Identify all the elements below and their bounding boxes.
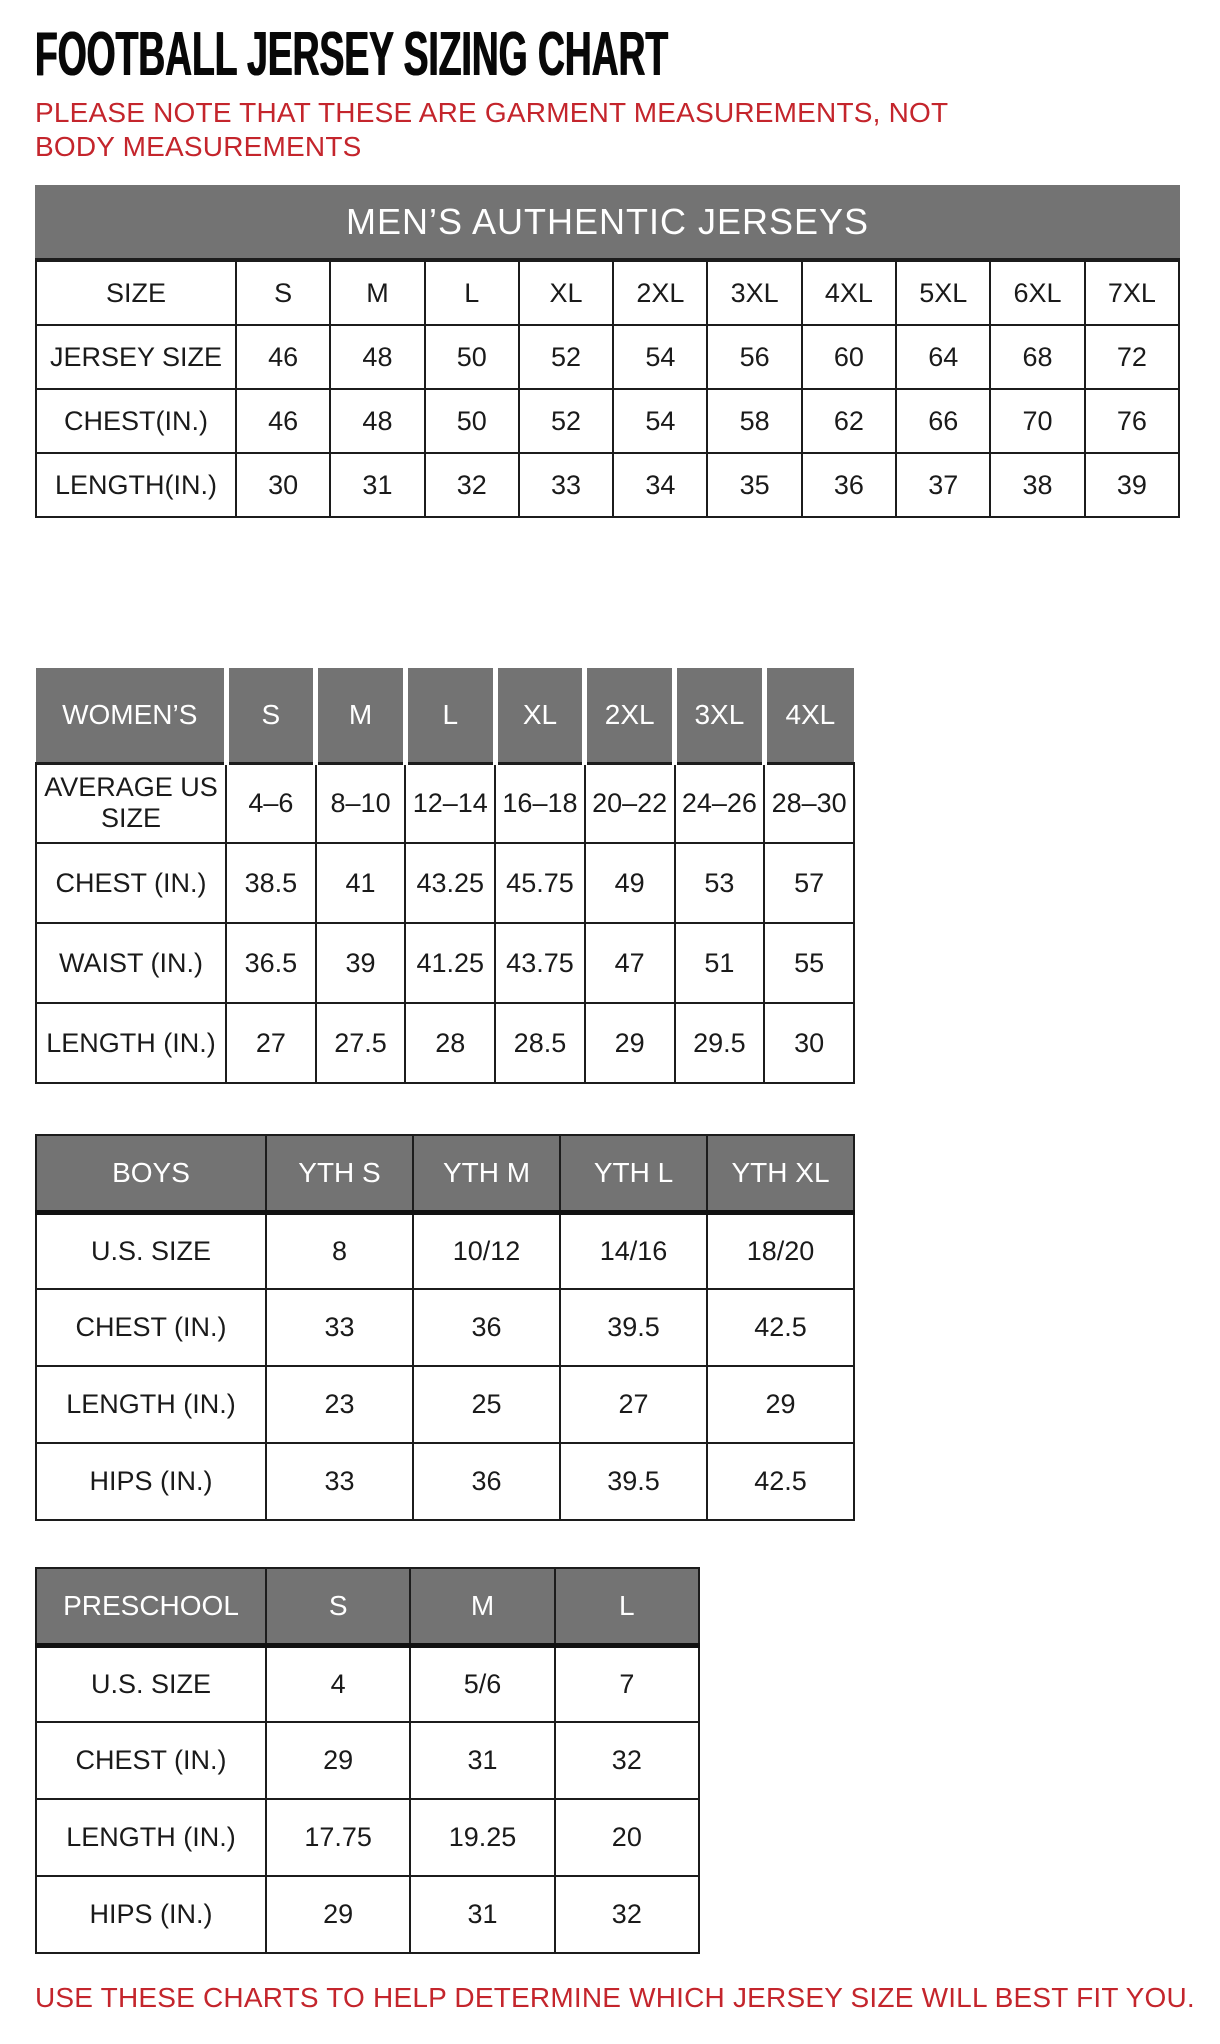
value-cell: 32: [555, 1722, 699, 1799]
header-row: [36, 1568, 699, 1645]
column-header-cell: 4XL: [764, 668, 854, 763]
value-cell: 17.75: [266, 1799, 410, 1876]
row-label-cell: U.S. SIZE: [36, 1212, 266, 1289]
row-label-cell: AVERAGE US SIZE: [36, 763, 226, 843]
value-cell: 31: [330, 453, 424, 517]
row-label-cell: HIPS (IN.): [36, 1443, 266, 1520]
row-label-cell: LENGTH (IN.): [36, 1366, 266, 1443]
table-row: [36, 1443, 854, 1520]
womens-sizing-table: [35, 668, 855, 1084]
value-cell: 50: [425, 389, 519, 453]
value-cell: 29: [266, 1722, 410, 1799]
column-header-cell: YTH S: [266, 1135, 413, 1212]
value-cell: 51: [675, 923, 765, 1003]
value-cell: 8: [266, 1212, 413, 1289]
row-label-cell: WAIST (IN.): [36, 923, 226, 1003]
column-header-cell: XL: [495, 668, 585, 763]
row-label-cell: CHEST (IN.): [36, 843, 226, 923]
value-cell: 42.5: [707, 1289, 854, 1366]
value-cell: 48: [330, 325, 424, 389]
value-cell: 36.5: [226, 923, 316, 1003]
value-cell: 57: [764, 843, 854, 923]
value-cell: 31: [410, 1722, 554, 1799]
value-cell: S: [236, 261, 330, 325]
row-label-cell: CHEST(IN.): [36, 389, 236, 453]
value-cell: 3XL: [707, 261, 801, 325]
value-cell: XL: [519, 261, 613, 325]
value-cell: 2XL: [613, 261, 707, 325]
value-cell: L: [425, 261, 519, 325]
value-cell: 20–22: [585, 763, 675, 843]
value-cell: 31: [410, 1876, 554, 1953]
table-row: [36, 1003, 854, 1083]
column-header-cell: PRESCHOOL: [36, 1568, 266, 1645]
value-cell: 8–10: [316, 763, 406, 843]
value-cell: 39.5: [560, 1289, 707, 1366]
value-cell: 43.75: [495, 923, 585, 1003]
value-cell: 4–6: [226, 763, 316, 843]
header-row: [36, 668, 854, 763]
page-title: FOOTBALL JERSEY SIZING CHART: [35, 20, 669, 89]
value-cell: 47: [585, 923, 675, 1003]
row-label-cell: LENGTH(IN.): [36, 453, 236, 517]
table-row: [36, 1799, 699, 1876]
column-header-cell: M: [410, 1568, 554, 1645]
value-cell: 5/6: [410, 1645, 554, 1722]
value-cell: 52: [519, 325, 613, 389]
row-label-cell: CHEST (IN.): [36, 1722, 266, 1799]
value-cell: 4: [266, 1645, 410, 1722]
value-cell: 29: [266, 1876, 410, 1953]
value-cell: 27: [560, 1366, 707, 1443]
value-cell: 25: [413, 1366, 560, 1443]
value-cell: 56: [707, 325, 801, 389]
value-cell: 53: [675, 843, 765, 923]
boys-sizing-table: [35, 1134, 855, 1521]
value-cell: 19.25: [410, 1799, 554, 1876]
value-cell: 23: [266, 1366, 413, 1443]
value-cell: 4XL: [802, 261, 896, 325]
value-cell: 6XL: [990, 261, 1084, 325]
row-label-cell: U.S. SIZE: [36, 1645, 266, 1722]
value-cell: 50: [425, 325, 519, 389]
value-cell: 54: [613, 325, 707, 389]
column-header-cell: M: [316, 668, 406, 763]
table-row: [36, 1289, 854, 1366]
table-row: [36, 923, 854, 1003]
value-cell: 39.5: [560, 1443, 707, 1520]
column-header-cell: 3XL: [675, 668, 765, 763]
table-row: [36, 389, 1179, 453]
value-cell: 30: [236, 453, 330, 517]
table-row: [36, 325, 1179, 389]
value-cell: 72: [1085, 325, 1179, 389]
table-row: [36, 763, 854, 843]
row-label-cell: CHEST (IN.): [36, 1289, 266, 1366]
value-cell: 54: [613, 389, 707, 453]
value-cell: 7: [555, 1645, 699, 1722]
mens-section: [35, 185, 1190, 518]
table-row: [36, 1876, 699, 1953]
value-cell: 33: [519, 453, 613, 517]
value-cell: 7XL: [1085, 261, 1179, 325]
value-cell: 39: [1085, 453, 1179, 517]
value-cell: 28–30: [764, 763, 854, 843]
row-label-cell: HIPS (IN.): [36, 1876, 266, 1953]
table-row: [36, 1645, 699, 1722]
column-header-cell: L: [405, 668, 495, 763]
value-cell: 42.5: [707, 1443, 854, 1520]
value-cell: 68: [990, 325, 1084, 389]
value-cell: 45.75: [495, 843, 585, 923]
value-cell: 34: [613, 453, 707, 517]
value-cell: 29: [707, 1366, 854, 1443]
garment-measurements-note: PLEASE NOTE THAT THESE ARE GARMENT MEASUREMENTS, NOT BODY MEASUREMENTS: [35, 97, 948, 162]
column-header-cell: WOMEN’S: [36, 668, 226, 763]
value-cell: 16–18: [495, 763, 585, 843]
value-cell: 33: [266, 1443, 413, 1520]
table-row: [36, 261, 1179, 325]
value-cell: 48: [330, 389, 424, 453]
value-cell: 28: [405, 1003, 495, 1083]
column-header-cell: YTH XL: [707, 1135, 854, 1212]
column-header-cell: YTH M: [413, 1135, 560, 1212]
value-cell: 36: [802, 453, 896, 517]
column-header-cell: S: [266, 1568, 410, 1645]
value-cell: 27: [226, 1003, 316, 1083]
row-label-cell: JERSEY SIZE: [36, 325, 236, 389]
table-row: [36, 843, 854, 923]
value-cell: 32: [555, 1876, 699, 1953]
table-row: [36, 453, 1179, 517]
row-label-cell: SIZE: [36, 261, 236, 325]
mens-sizing-table: [35, 260, 1180, 518]
value-cell: 38.5: [226, 843, 316, 923]
value-cell: 58: [707, 389, 801, 453]
value-cell: 20: [555, 1799, 699, 1876]
mens-table-banner: MEN’S AUTHENTIC JERSEYS: [35, 185, 1180, 260]
table-row: [36, 1722, 699, 1799]
column-header-cell: 2XL: [585, 668, 675, 763]
row-label-cell: LENGTH (IN.): [36, 1003, 226, 1083]
value-cell: 39: [316, 923, 406, 1003]
value-cell: 28.5: [495, 1003, 585, 1083]
value-cell: 64: [896, 325, 990, 389]
column-header-cell: S: [226, 668, 316, 763]
value-cell: 30: [764, 1003, 854, 1083]
value-cell: 32: [425, 453, 519, 517]
value-cell: 49: [585, 843, 675, 923]
value-cell: 29: [585, 1003, 675, 1083]
header-row: [36, 1135, 854, 1212]
column-header-cell: BOYS: [36, 1135, 266, 1212]
row-label-cell: LENGTH (IN.): [36, 1799, 266, 1876]
value-cell: 66: [896, 389, 990, 453]
value-cell: 76: [1085, 389, 1179, 453]
value-cell: 33: [266, 1289, 413, 1366]
column-header-cell: L: [555, 1568, 699, 1645]
value-cell: 62: [802, 389, 896, 453]
value-cell: 41.25: [405, 923, 495, 1003]
value-cell: 52: [519, 389, 613, 453]
column-header-cell: YTH L: [560, 1135, 707, 1212]
value-cell: 27.5: [316, 1003, 406, 1083]
value-cell: 29.5: [675, 1003, 765, 1083]
value-cell: 38: [990, 453, 1084, 517]
value-cell: 41: [316, 843, 406, 923]
value-cell: 55: [764, 923, 854, 1003]
value-cell: 36: [413, 1443, 560, 1520]
value-cell: 37: [896, 453, 990, 517]
value-cell: 35: [707, 453, 801, 517]
table-row: [36, 1366, 854, 1443]
value-cell: 70: [990, 389, 1084, 453]
value-cell: 36: [413, 1289, 560, 1366]
value-cell: 14/16: [560, 1212, 707, 1289]
value-cell: 24–26: [675, 763, 765, 843]
preschool-sizing-table: [35, 1567, 700, 1954]
value-cell: 60: [802, 325, 896, 389]
footer-note: USE THESE CHARTS TO HELP DETERMINE WHICH JERSEY SIZE WILL BEST FIT YOU.: [35, 1982, 1195, 2014]
value-cell: 43.25: [405, 843, 495, 923]
value-cell: 18/20: [707, 1212, 854, 1289]
value-cell: 46: [236, 389, 330, 453]
value-cell: 12–14: [405, 763, 495, 843]
value-cell: 5XL: [896, 261, 990, 325]
table-row: [36, 1212, 854, 1289]
value-cell: M: [330, 261, 424, 325]
value-cell: 46: [236, 325, 330, 389]
value-cell: 10/12: [413, 1212, 560, 1289]
